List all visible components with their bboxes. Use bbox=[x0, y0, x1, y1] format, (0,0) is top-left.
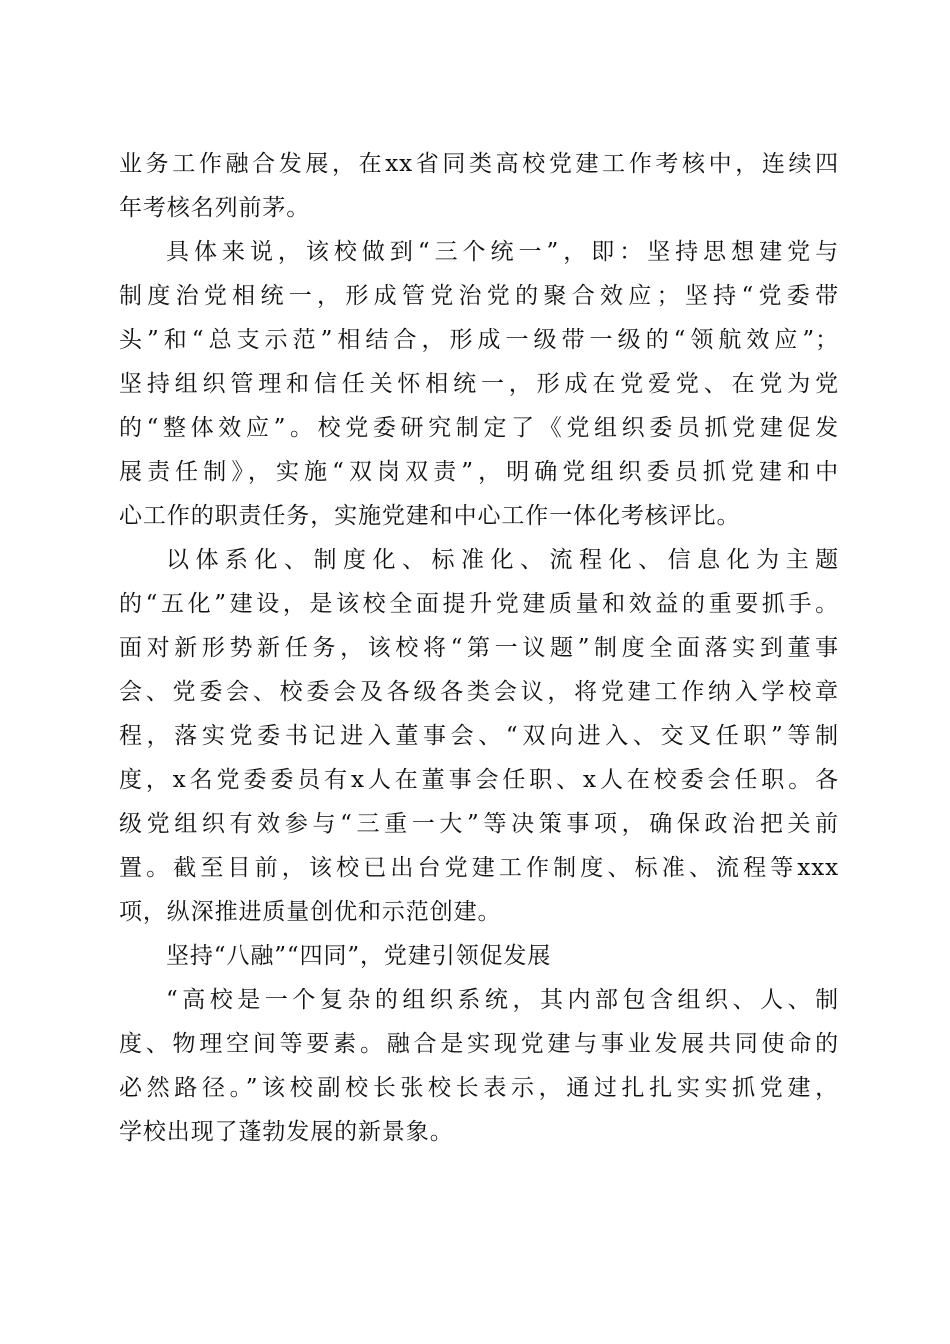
text-line: 会、党委会、校委会及各级各类会议，将党建工作纳入学校章 bbox=[119, 679, 839, 705]
text-line: 的“五化”建设，是该校全面提升党建质量和效益的重要抓手。 bbox=[119, 591, 839, 617]
text-line: 心工作的职责任务，实施党建和中心工作一体化考核评比。 bbox=[119, 503, 741, 529]
text-line: 度，x名党委委员有x人在董事会任职、x人在校委会任职。各 bbox=[119, 767, 839, 793]
text-line: 坚持组织管理和信任关怀相统一，形成在党爱党、在党为党 bbox=[119, 371, 839, 397]
text-line: 必然路径。”该校副校长张校长表示，通过扎扎实实抓党建， bbox=[119, 1075, 839, 1101]
text-line: 置。截至目前，该校已出台党建工作制度、标准、流程等xxx bbox=[119, 855, 839, 881]
text-line: 级党组织有效参与“三重一大”等决策事项，确保政治把关前 bbox=[119, 811, 839, 837]
text-line: 的“整体效应”。校党委研究制定了《党组织委员抓党建促发 bbox=[119, 415, 839, 441]
text-line: 具体来说，该校做到“三个统一”，即：坚持思想建党与 bbox=[166, 239, 839, 265]
text-line: 制度治党相统一，形成管党治党的聚合效应；坚持“党委带 bbox=[119, 283, 839, 309]
text-line: 以体系化、制度化、标准化、流程化、信息化为主题 bbox=[166, 547, 839, 573]
text-line: 头”和“总支示范”相结合，形成一级带一级的“领航效应”； bbox=[119, 327, 839, 353]
text-line: 业务工作融合发展，在xx省同类高校党建工作考核中，连续四 bbox=[119, 151, 839, 177]
text-line: 展责任制》，实施“双岗双责”，明确党组织委员抓党建和中 bbox=[119, 459, 839, 485]
text-line: 程，落实党委书记进入董事会、“双向进入、交叉任职”等制 bbox=[119, 723, 839, 749]
text-line: 项，纵深推进质量创优和示范创建。 bbox=[119, 899, 502, 925]
section-heading: 坚持“八融”“四同”，党建引领促发展 bbox=[166, 943, 552, 969]
text-line: “高校是一个复杂的组织系统，其内部包含组织、人、制 bbox=[166, 987, 839, 1013]
text-line: 年考核名列前茅。 bbox=[119, 195, 311, 221]
text-line: 面对新形势新任务，该校将“第一议题”制度全面落实到董事 bbox=[119, 635, 839, 661]
text-line: 学校出现了蓬勃发展的新景象。 bbox=[119, 1119, 454, 1145]
text-line: 度、物理空间等要素。融合是实现党建与事业发展共同使命的 bbox=[119, 1031, 839, 1057]
